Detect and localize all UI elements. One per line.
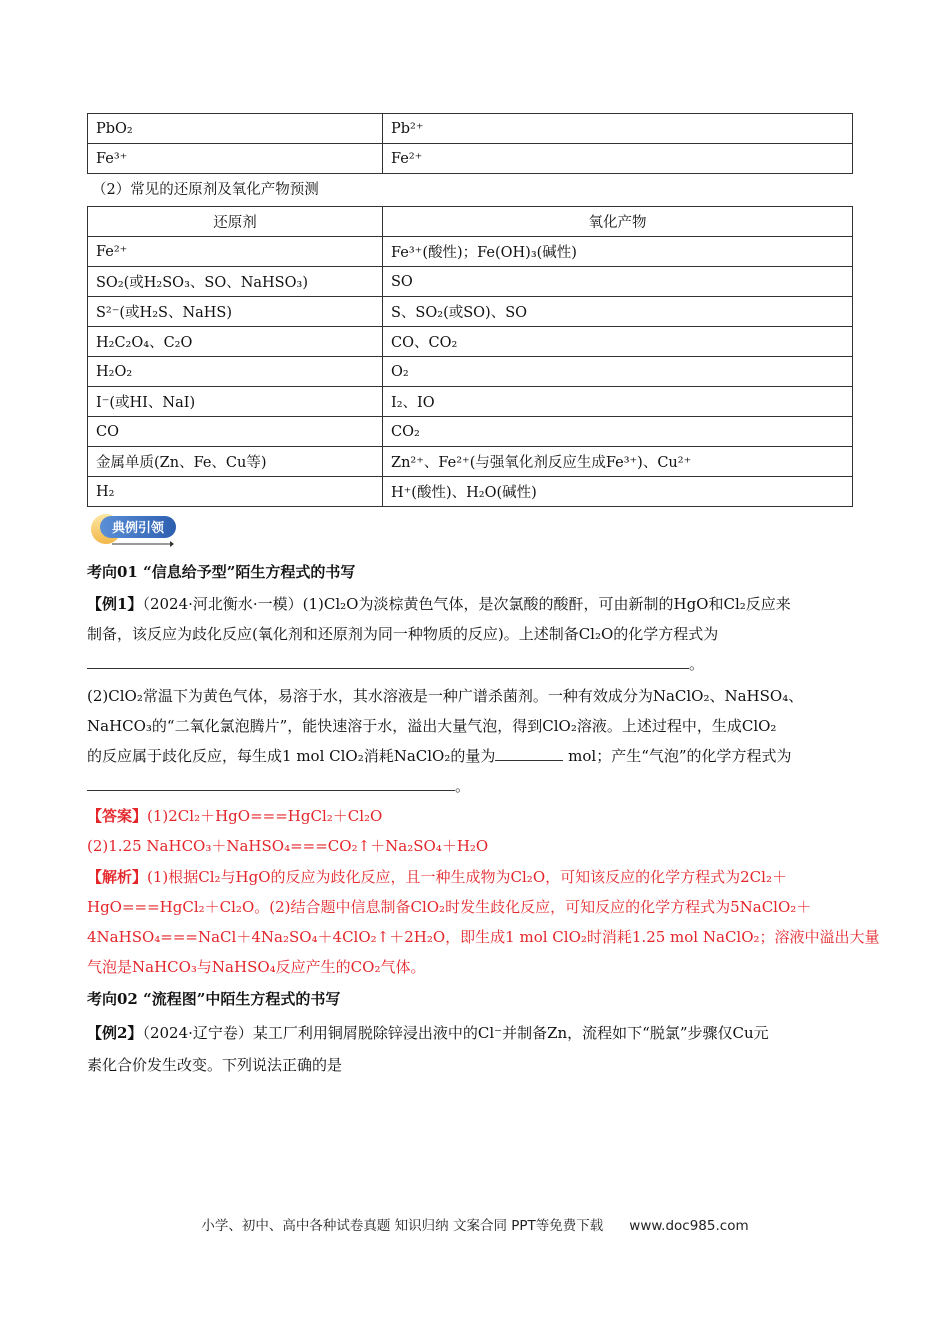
answer-text-1: (1)2Cl₂＋HgO===HgCl₂＋Cl₂O xyxy=(147,807,383,825)
table-cell: Fe³⁺ xyxy=(88,144,383,174)
example-1-line-7 xyxy=(87,775,867,796)
answer-blank xyxy=(87,654,689,669)
example-1-line-4: (2)ClO₂常温下为黄色气体，易溶于水，其水溶液是一种广谱杀菌剂。一种有效成分为NaClO₂、NaHSO₄、 xyxy=(87,687,804,705)
footer-url[interactable]: www.doc985.com xyxy=(629,1218,749,1234)
table-header-row xyxy=(88,207,853,237)
page-footer xyxy=(0,1214,950,1234)
example-1-line-7-end: 。 xyxy=(455,777,471,795)
example-badge-icon xyxy=(90,512,180,550)
table-row xyxy=(88,477,853,507)
table-cell: 金属单质(Zn、Fe、Cu等) xyxy=(88,447,383,477)
answer-line-2: (2)1.25 NaHCO₃＋NaHSO₄===CO₂↑＋Na₂SO₄＋H₂O xyxy=(87,837,489,855)
answer-blank xyxy=(87,776,455,791)
example-2-line-2: 素化合价发生改变。下列说法正确的是 xyxy=(87,1056,343,1074)
table-cell: Fe²⁺ xyxy=(383,144,853,174)
example-2-text: （2024·辽宁卷）某工厂利用铜屑脱除锌浸出液中的Cl⁻并制备Zn，流程如下“脱氯”步骤仅Cu元 xyxy=(142,1024,769,1042)
table-cell: CO、CO₂ xyxy=(383,327,853,357)
table-cell: SO₂(或H₂SO₃、SO、NaHSO₃) xyxy=(88,267,383,297)
answer-label: 【答案】 xyxy=(87,807,148,825)
table-cell: S²⁻(或H₂S、NaHS) xyxy=(88,297,383,327)
answer-line-1 xyxy=(87,805,867,826)
table-cell: H₂C₂O₄、C₂O xyxy=(88,327,383,357)
table-cell: I⁻(或HI、NaI) xyxy=(88,387,383,417)
example-1-line-1 xyxy=(87,593,867,614)
analysis-line-3: 4NaHSO₄===NaCl＋4Na₂SO₄＋4ClO₂↑＋2H₂O，即生成1 mol ClO₂时消耗1.25 mol NaClO₂；溶液中溢出大量 xyxy=(87,928,880,946)
table-cell: Fe²⁺ xyxy=(88,237,383,267)
example-2-label: 【例2】 xyxy=(87,1024,143,1042)
reductant-products-table xyxy=(87,206,853,507)
table-cell: CO xyxy=(88,417,383,447)
table-row xyxy=(88,387,853,417)
table-row xyxy=(88,327,853,357)
example-1-line-6 xyxy=(87,745,867,766)
table-cell: Fe³⁺(酸性)；Fe(OH)₃(碱性) xyxy=(383,237,853,267)
table-cell: I₂、IO xyxy=(383,387,853,417)
oxidant-products-table xyxy=(87,113,853,174)
analysis-line-1 xyxy=(87,866,867,887)
example-1-line-2: 制备，该反应为歧化反应(氧化剂和还原剂为同一种物质的反应)。上述制备Cl₂O的化学方程式为 xyxy=(87,625,719,643)
topic-2-title: 考向02 “流程图”中陌生方程式的书写 xyxy=(87,990,341,1008)
analysis-line-4: 气泡是NaHCO₃与NaHSO₄反应产生的CO₂气体。 xyxy=(87,958,426,976)
analysis-text-1: (1)根据Cl₂与HgO的反应为歧化反应，且一种生成物为Cl₂O，可知该反应的化学方程式为2Cl₂＋ xyxy=(147,868,787,886)
table-row xyxy=(88,267,853,297)
table-cell: S、SO₂(或SO)、SO xyxy=(383,297,853,327)
column-header: 氧化产物 xyxy=(383,207,853,237)
analysis-line-2: HgO===HgCl₂＋Cl₂O。(2)结合题中信息制备ClO₂时发生歧化反应，可知反应的化学方程式为5NaClO₂＋ xyxy=(87,898,812,916)
table-cell: H₂ xyxy=(88,477,383,507)
table-cell: H⁺(酸性)、H₂O(碱性) xyxy=(383,477,853,507)
example-1-line-5: NaHCO₃的“二氧化氯泡腾片”，能快速溶于水，溢出大量气泡，得到ClO₂溶液。上述过程中，生成ClO₂ xyxy=(87,717,777,735)
example-1-line-3 xyxy=(87,653,867,674)
analysis-label: 【解析】 xyxy=(87,868,148,886)
table-row xyxy=(88,447,853,477)
example-1-label: 【例1】 xyxy=(87,595,143,613)
footer-text: 小学、初中、高中各种试卷真题 知识归纳 文案合同 PPT等免费下载 xyxy=(201,1218,604,1234)
table-row xyxy=(88,357,853,387)
table-cell: O₂ xyxy=(383,357,853,387)
answer-blank xyxy=(495,746,563,761)
section-caption: （2）常见的还原剂及氧化产物预测 xyxy=(92,182,319,198)
table-row xyxy=(88,144,853,174)
table-cell: Zn²⁺、Fe²⁺(与强氧化剂反应生成Fe³⁺)、Cu²⁺ xyxy=(383,447,853,477)
table-cell: H₂O₂ xyxy=(88,357,383,387)
table-cell: PbO₂ xyxy=(88,114,383,144)
table-cell: Pb²⁺ xyxy=(383,114,853,144)
table-cell: CO₂ xyxy=(383,417,853,447)
column-header: 还原剂 xyxy=(88,207,383,237)
table-row xyxy=(88,417,853,447)
table-row xyxy=(88,297,853,327)
table-row xyxy=(88,237,853,267)
table-cell: SO xyxy=(383,267,853,297)
example-1-line-6-b: mol；产生“气泡”的化学方程式为 xyxy=(563,747,792,765)
example-2-line-1 xyxy=(87,1022,867,1043)
badge-label: 典例引领 xyxy=(111,521,165,536)
example-1-line-6-a: 的反应属于歧化反应，每生成1 mol ClO₂消耗NaClO₂的量为 xyxy=(87,747,496,765)
table-row xyxy=(88,114,853,144)
topic-1-title: 考向01 “信息给予型”陌生方程式的书写 xyxy=(87,563,356,581)
example-1-line-3-end: 。 xyxy=(689,655,705,673)
example-1-text: （2024·河北衡水·一模）(1)Cl₂O为淡棕黄色气体，是次氯酸的酸酐，可由新制的HgO和Cl₂反应来 xyxy=(142,595,791,613)
